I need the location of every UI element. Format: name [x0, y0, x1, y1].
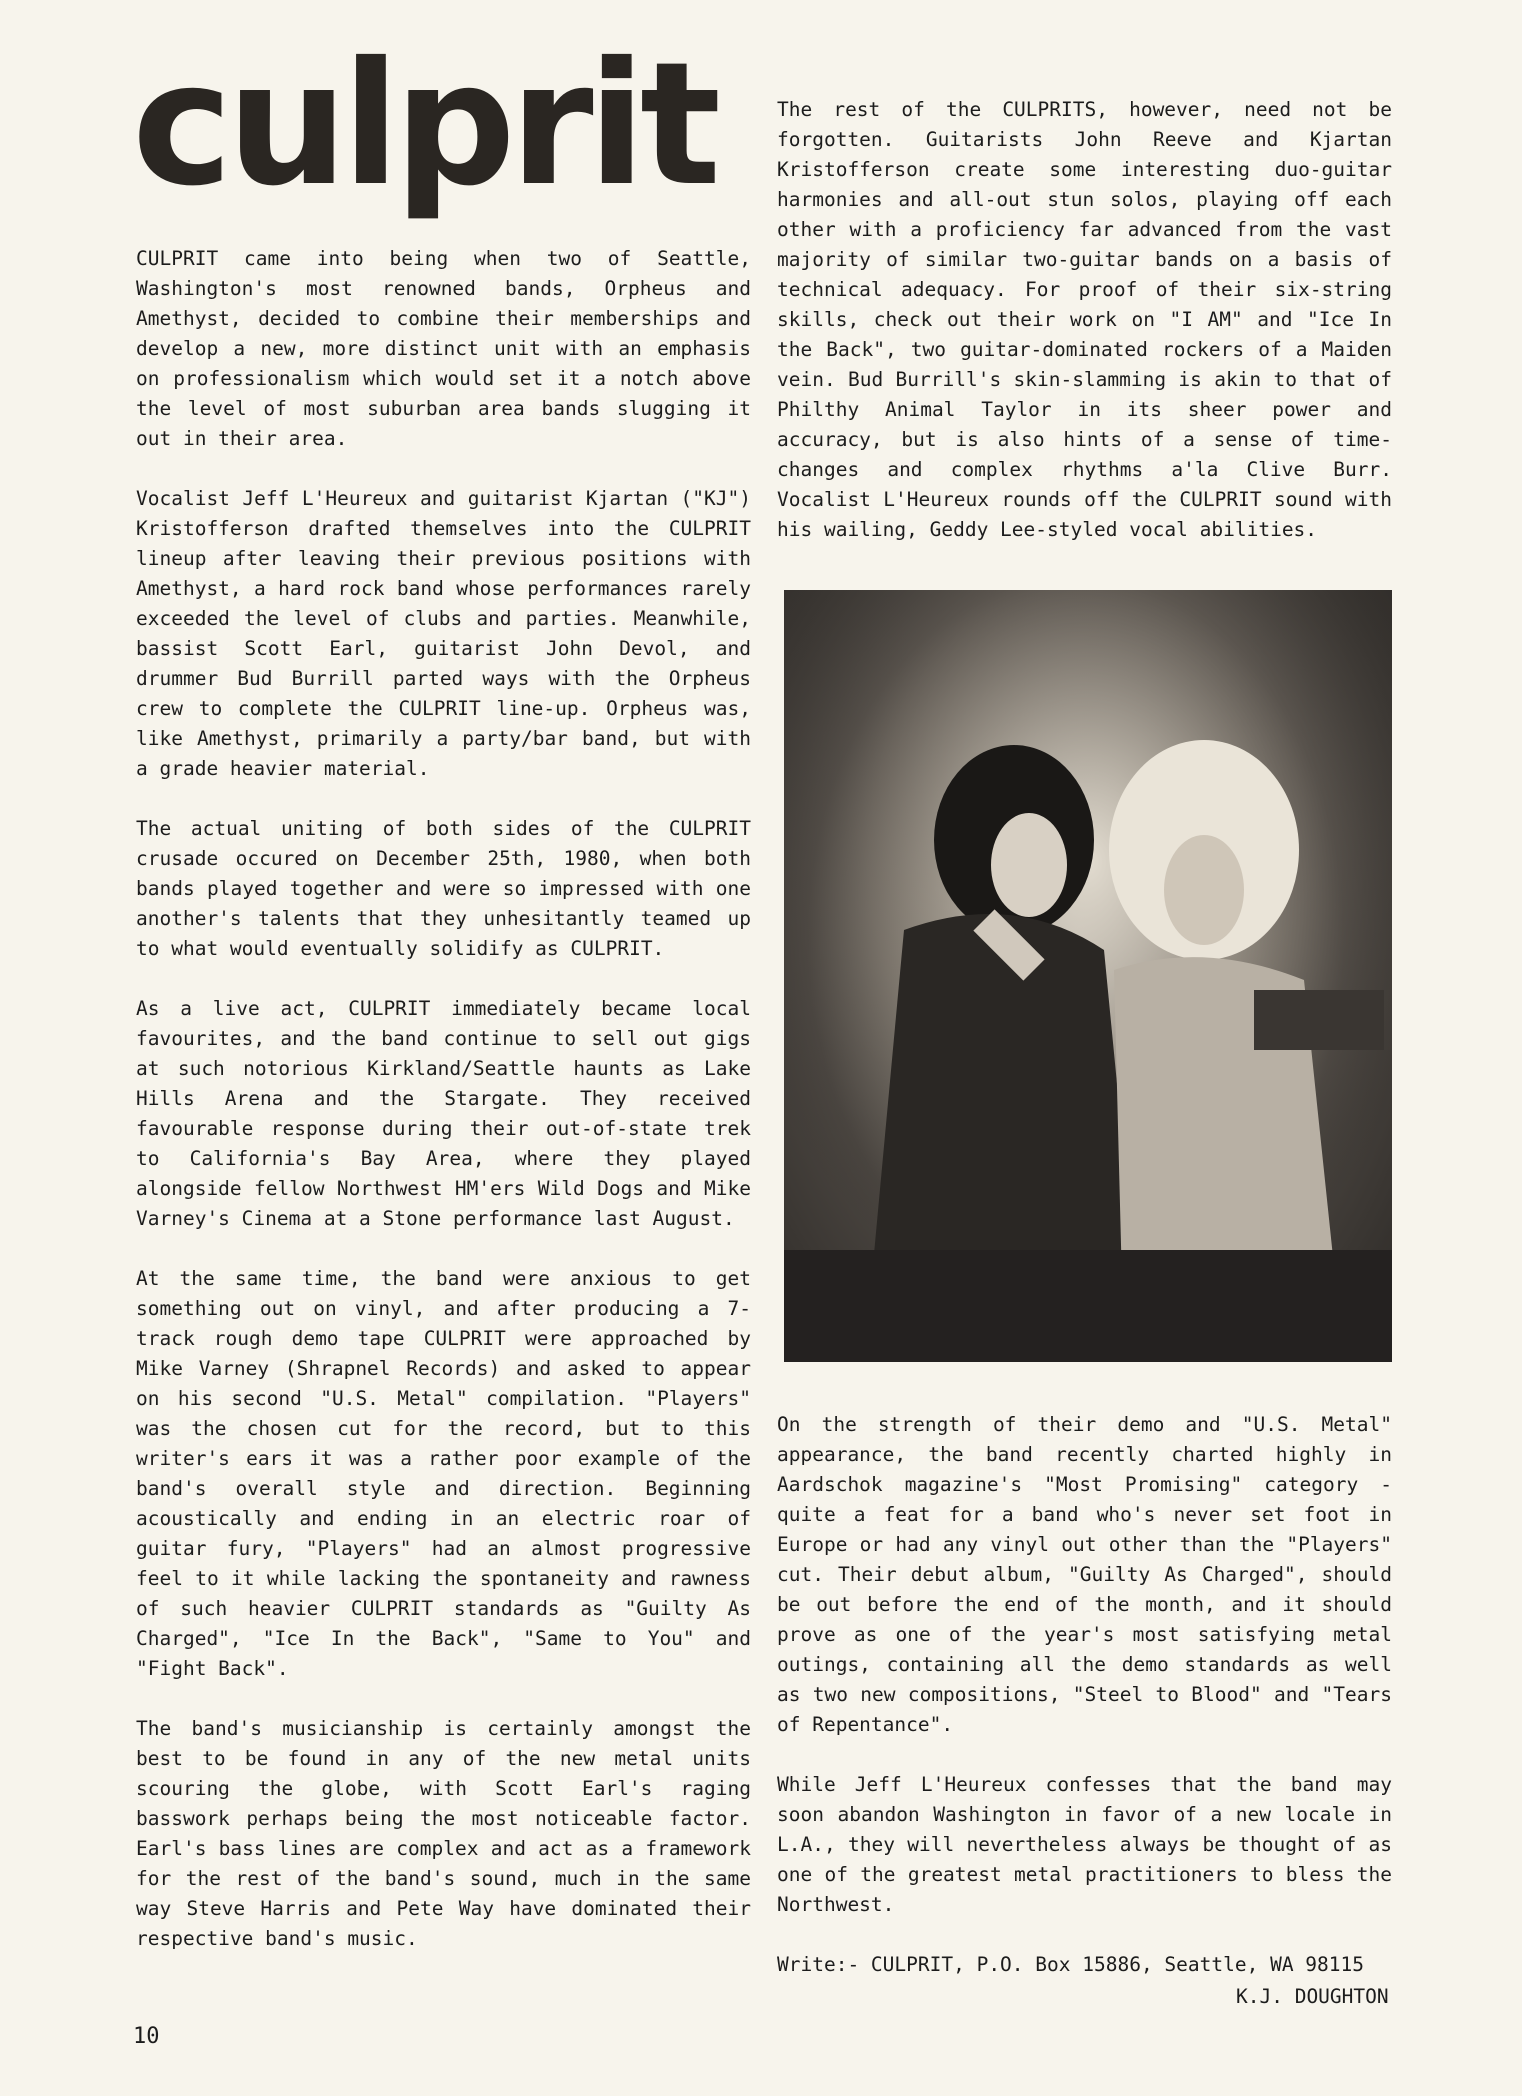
author-byline: K.J. DOUGHTON — [1236, 1985, 1389, 2008]
paragraph: At the same time, the band were anxious to get something out on vinyl, and after producing a 7-track rough demo tape CULPRIT were approached by Mike Varney (Shrapnel Records) and asked to appear on his second "U.S. Metal" compilation. "Players" was the chosen cut for the record, but to this writer's ears it was a rather poor example of the band's overall style and direction. Beginning acoustically and ending in an electric roar of guitar fury, "Players" had an almost progressive feel to it while lacking the spontaneity and rawness of such heavier CULPRIT standards as "Guilty As Charged", "Ice In the Back", "Same to You" and "Fight Back". — [136, 1267, 751, 1680]
paragraph: The rest of the CULPRITS, however, need not be forgotten. Guitarists John Reeve and Kjartan Kristofferson create some interesting duo-guitar harmonies and all-out stun solos, playing off each other with a proficiency far advanced from the vast majority of similar two-guitar bands on a basis of technical adequacy. For proof of their six-string skills, check out their work on "I AM" and "Ice In the Back", two guitar-dominated rockers of a Maiden vein. Bud Burrill's skin-slamming is akin to that of Philthy Animal Taylor in its sheer power and accuracy, but is also hints of a sense of time-changes and complex rhythms a'la Clive Burr. Vocalist L'Heureux rounds off the CULPRIT sound with his wailing, Geddy Lee-styled vocal abilities. — [777, 98, 1392, 541]
left-column — [136, 244, 751, 1984]
right-column-bottom — [777, 1410, 1392, 1950]
paragraph: As a live act, CULPRIT immediately became local favourites, and the band continue to sell out gigs at such notorious Kirkland/Seattle haunts as Lake Hills Arena and the Stargate. They received favourable response during their out-of-state trek to California's Bay Area, where they played alongside fellow Northwest HM'ers Wild Dogs and Mike Varney's Cinema at a Stone performance last August. — [136, 997, 751, 1230]
contact-address: Write:- CULPRIT, P.O. Box 15886, Seattle, WA 98115 — [777, 1953, 1364, 1976]
paragraph: CULPRIT came into being when two of Seattle, Washington's most renowned bands, Orpheus and Amethyst, decided to combine their memberships and develop a new, more distinct unit with an emphasis on professionalism which would set it a notch above the level of most suburban area bands slugging it out in their area. — [136, 247, 751, 450]
article-headline: culprit — [132, 26, 716, 224]
paragraph: Vocalist Jeff L'Heureux and guitarist Kjartan ("KJ") Kristofferson drafted themselves into the CULPRIT lineup after leaving their previous positions with Amethyst, a hard rock band whose performances rarely exceeded the level of clubs and parties. Meanwhile, bassist Scott Earl, guitarist John Devol, and drummer Bud Burrill parted ways with the Orpheus crew to complete the CULPRIT line-up. Orpheus was, like Amethyst, primarily a party/bar band, but with a grade heavier material. — [136, 487, 751, 780]
paragraph: On the strength of their demo and "U.S. Metal" appearance, the band recently charted highly in Aardschok magazine's "Most Promising" category - quite a feat for a band who's never set foot in Europe or had any vinyl out other than the "Players" cut. Their debut album, "Guilty As Charged", should be out before the end of the month, and it should prove as one of the year's most satisfying metal outings, containing all the demo standards as well as two new compositions, "Steel to Blood" and "Tears of Repentance". — [777, 1413, 1392, 1736]
paragraph: The band's musicianship is certainly amongst the best to be found in any of the new metal units scouring the globe, with Scott Earl's raging basswork perhaps being the most noticeable factor. Earl's bass lines are complex and act as a framework for the rest of the band's sound, much in the same way Steve Harris and Pete Way have dominated their respective band's music. — [136, 1717, 751, 1950]
paragraph: The actual uniting of both sides of the CULPRIT crusade occured on December 25th, 1980, when both bands played together and were so impressed with one another's talents that they unhesitantly teamed up to what would eventually solidify as CULPRIT. — [136, 817, 751, 960]
paragraph: While Jeff L'Heureux confesses that the band may soon abandon Washington in favor of a new locale in L.A., they will nevertheless always be thought of as one of the greatest metal practitioners to bless the Northwest. — [777, 1773, 1392, 1916]
photo-illustration — [784, 590, 1392, 1362]
page-number: 10 — [133, 2024, 160, 2049]
right-column-top — [777, 95, 1392, 575]
band-live-photo — [784, 590, 1392, 1362]
